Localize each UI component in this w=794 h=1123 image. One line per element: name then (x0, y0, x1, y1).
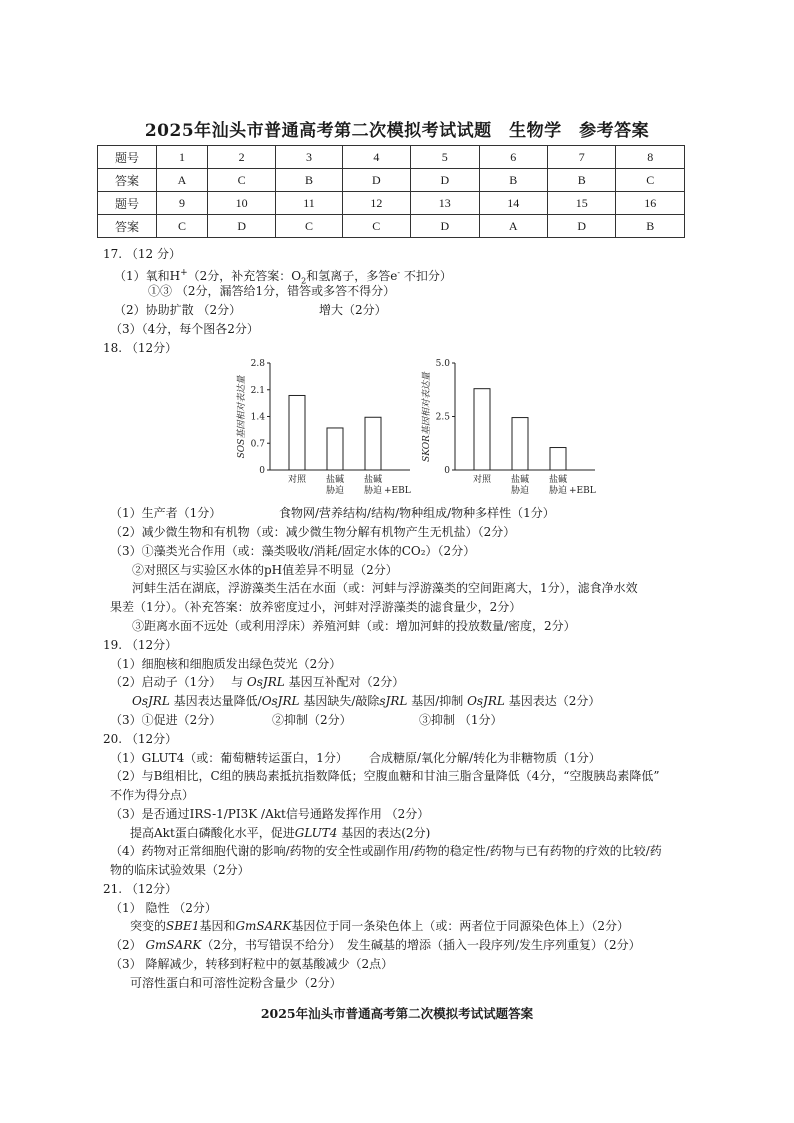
q21-heading: 21. （12分） (103, 882, 178, 896)
q18-answer-7: ③距离水面不远处（或利用浮床）养殖河蚌（或：增加河蚌的投放数量/密度，2分） (132, 619, 576, 633)
q18-answer-5: 河蚌生活在湖底，浮游藻类生活在水面（或：河蚌与浮游藻类的空间距离大，1分），滤食净水效 (132, 581, 638, 595)
y-tick-label: 0 (444, 466, 450, 476)
x-category-label: 胁迫 (510, 486, 530, 496)
y-ticks (251, 359, 270, 476)
gene-name: sJRL (379, 694, 408, 708)
q17-answer-3a: （2）协助扩散 （2分） (114, 303, 242, 317)
gene-name: SBE1 (166, 919, 200, 933)
gene-name: GmSARK (145, 938, 202, 952)
bar (365, 417, 381, 470)
q18-answer-6: 果差（1分）。（补充答案：放养密度过小，河蚌对浮游藻类的滤食量少，2分） (110, 600, 522, 614)
table-row (98, 146, 685, 169)
text: 基因/抑制 (411, 694, 464, 708)
bar (474, 389, 490, 470)
q21-answer-3 (110, 937, 641, 953)
q18-heading: 18. （12分） (103, 341, 178, 355)
gene-name: GLUT4 (294, 826, 338, 840)
y-axis-label: SKOR基因相对表达量 (422, 372, 432, 462)
y-tick-label: 2.8 (250, 359, 265, 369)
row-label: 题号 (98, 146, 157, 169)
text: （1）氧和H (114, 269, 181, 283)
q20-answer-7: 物的临床试验效果（2分） (110, 863, 250, 877)
x-categories (288, 473, 411, 496)
answer-cell: B (547, 169, 615, 192)
text: （2分，书写错误不给分） 发生碱基的增添（插入一段序列/发生序列重复）（2分） (201, 938, 641, 952)
skor-bar-chart (415, 355, 615, 505)
gene-name: OsJRL (467, 694, 505, 708)
text: （2分，补充答案：O (187, 269, 302, 283)
x-category-label: 盐碱 (510, 475, 530, 485)
q19-answer-4c: ③抑制 （1分） (419, 713, 503, 727)
question-number: 5 (411, 146, 479, 169)
table-row (98, 192, 685, 215)
question-number: 2 (207, 146, 275, 169)
answer-cell: D (411, 215, 479, 238)
q20-answer-1b: 合成糖原/氧化分解/转化为非糖物质（1分） (369, 751, 601, 765)
answer-cell: B (616, 215, 685, 238)
q17-answer-2: ①③ （2分，漏答给1分，错答或多答不得分） (148, 284, 396, 298)
text: 基因互补配对（2分） (288, 675, 405, 689)
q17-answer-3b: 增大（2分） (319, 303, 387, 317)
question-number: 16 (616, 192, 685, 215)
q21-answer-5: 可溶性蛋白和可溶性淀粉含量少（2分） (130, 976, 342, 990)
q20-answer-3: 不作为得分点） (110, 788, 195, 802)
x-category-suffix: +EBL (569, 486, 596, 496)
page-title: 2025年汕头市普通高考第二次模拟考试试题 生物学 参考答案 (144, 121, 650, 141)
answer-cell: A (157, 169, 208, 192)
answer-cell: C (276, 215, 342, 238)
bars (289, 395, 381, 470)
x-category-label: 胁迫 (363, 486, 383, 496)
y-tick-label: 2.5 (435, 412, 450, 423)
x-category-label: 盐碱 (548, 475, 568, 485)
text: 基因位于同一条染色体上（或：两者位于同源染色体上）（2分） (291, 919, 629, 933)
x-category-label: 胁迫 (548, 486, 568, 496)
question-number: 4 (342, 146, 410, 169)
gene-name: OsJRL (132, 694, 170, 708)
superscript: + (180, 268, 188, 278)
question-number: 3 (276, 146, 342, 169)
text: 基因的表达(2分) (341, 826, 431, 840)
row-label: 答案 (98, 169, 157, 192)
gene-name: OsJRL (246, 675, 285, 689)
answer-cell: D (411, 169, 479, 192)
bar (289, 395, 305, 470)
y-tick-label: 2.1 (250, 385, 265, 396)
table-row (98, 215, 685, 238)
text: 基因和 (199, 919, 236, 933)
q20-heading: 20. （12分） (103, 732, 178, 746)
answer-cell: B (479, 169, 547, 192)
answer-cell: C (342, 215, 410, 238)
text: （2）启动子（1分） 与 (110, 675, 244, 689)
question-number: 6 (479, 146, 547, 169)
q20-answer-6: （4）药物对正常细胞代谢的影响/药物的安全性或副作用/药物的稳定性/药物与已有药物的疗效的比较/药 (110, 844, 662, 858)
question-number: 10 (207, 192, 275, 215)
q21-answer-2 (130, 918, 629, 934)
text: 突变的 (130, 919, 167, 933)
q20-answer-1a: （1）GLUT4（或：葡萄糖转运蛋白，1分） (110, 751, 348, 765)
page-footer: 2025年汕头市普通高考第二次模拟考试试题答案 (260, 1006, 534, 1021)
y-tick-label: 0.7 (250, 439, 265, 450)
answer-cell: D (547, 215, 615, 238)
q17-answer-4: （3）（4分，每个图各2分） (110, 322, 259, 336)
table-row (98, 169, 685, 192)
question-number: 8 (616, 146, 685, 169)
q19-answer-3 (132, 693, 600, 709)
answer-table (97, 145, 685, 238)
bar (550, 448, 566, 470)
text: 不扣分） (403, 269, 452, 283)
q18-answer-3: （3）①藻类光合作用（或：藻类吸收/消耗/固定水体的CO₂）（2分） (110, 544, 476, 558)
sos-bar-chart (230, 355, 420, 505)
x-category-label: 盐碱 (363, 475, 383, 485)
answer-cell: C (616, 169, 685, 192)
y-tick-label: 1.4 (250, 412, 265, 423)
bars (474, 389, 566, 470)
question-number: 14 (479, 192, 547, 215)
text: 和氢离子，多答e (306, 269, 398, 283)
q17-heading: 17. （12 分） (103, 247, 181, 261)
q19-answer-4b: ②抑制（2分） (272, 713, 352, 727)
text: 基因表达量降低/ (173, 694, 262, 708)
y-ticks (436, 359, 455, 476)
text: 基因表达（2分） (508, 694, 601, 708)
text: 提高Akt蛋白磷酸化水平，促进 (130, 826, 295, 840)
q18-answer-1b: 食物网/营养结构/结构/物种组成/物种多样性（1分） (279, 506, 555, 520)
text: （2） (110, 938, 142, 952)
row-label: 答案 (98, 215, 157, 238)
x-category-label: 对照 (287, 475, 307, 485)
x-categories (473, 473, 596, 496)
question-number: 11 (276, 192, 342, 215)
q19-answer-1: （1）细胞核和细胞质发出绿色荧光（2分） (110, 657, 342, 671)
y-tick-label: 0 (259, 466, 265, 476)
q18-answer-4: ②对照区与实验区水体的pH值差异不明显（2分） (132, 563, 398, 577)
y-axis-label: SOS基因相对表达量 (237, 375, 247, 459)
x-category-label: 盐碱 (325, 475, 345, 485)
row-label: 题号 (98, 192, 157, 215)
q20-answer-5 (130, 825, 430, 841)
q19-answer-4a: （3）①促进（2分） (110, 713, 222, 727)
answer-cell: A (479, 215, 547, 238)
answer-cell: D (342, 169, 410, 192)
question-number: 1 (157, 146, 208, 169)
bar (512, 418, 528, 470)
question-number: 13 (411, 192, 479, 215)
x-category-suffix: +EBL (384, 486, 411, 496)
answer-cell: D (207, 215, 275, 238)
x-category-label: 胁迫 (325, 486, 345, 496)
answer-cell: B (276, 169, 342, 192)
question-number: 9 (157, 192, 208, 215)
q20-answer-4: （3）是否通过IRS-1/PI3K /Akt信号通路发挥作用 （2分） (110, 807, 430, 821)
x-category-label: 对照 (472, 475, 492, 485)
q19-answer-2 (110, 674, 404, 690)
question-number: 7 (547, 146, 615, 169)
question-number: 15 (547, 192, 615, 215)
q21-answer-4: （3） 降解减少，转移到籽粒中的氨基酸减少（2点） (110, 957, 394, 971)
q18-answer-2: （2）减少微生物和有机物（或：减少微生物分解有机物产生无机盐）（2分） (110, 525, 516, 539)
answer-cell: C (207, 169, 275, 192)
q18-answer-1a: （1）生产者（1分） (110, 506, 222, 520)
gene-name: GmSARK (235, 919, 292, 933)
answer-cell: C (157, 215, 208, 238)
bar (327, 428, 343, 470)
gene-name: OsJRL (261, 694, 300, 708)
q21-answer-1: （1） 隐性 （2分） (110, 901, 217, 915)
y-tick-label: 5.0 (435, 359, 450, 369)
q20-answer-2: （2）与B组相比，C组的胰岛素抵抗指数降低；空腹血糖和甘油三脂含量降低（4分，“空腹胰岛素降低” (110, 769, 660, 783)
text: 基因缺失/敲除 (303, 694, 380, 708)
q17-answer-1: （1）氧和H+（2分，补充答案：$O_2$和氢离子，多答e- 不扣分） (114, 268, 452, 286)
q19-heading: 19. （12分） (103, 638, 178, 652)
subscript: 2 (301, 276, 307, 286)
question-number: 12 (342, 192, 410, 215)
